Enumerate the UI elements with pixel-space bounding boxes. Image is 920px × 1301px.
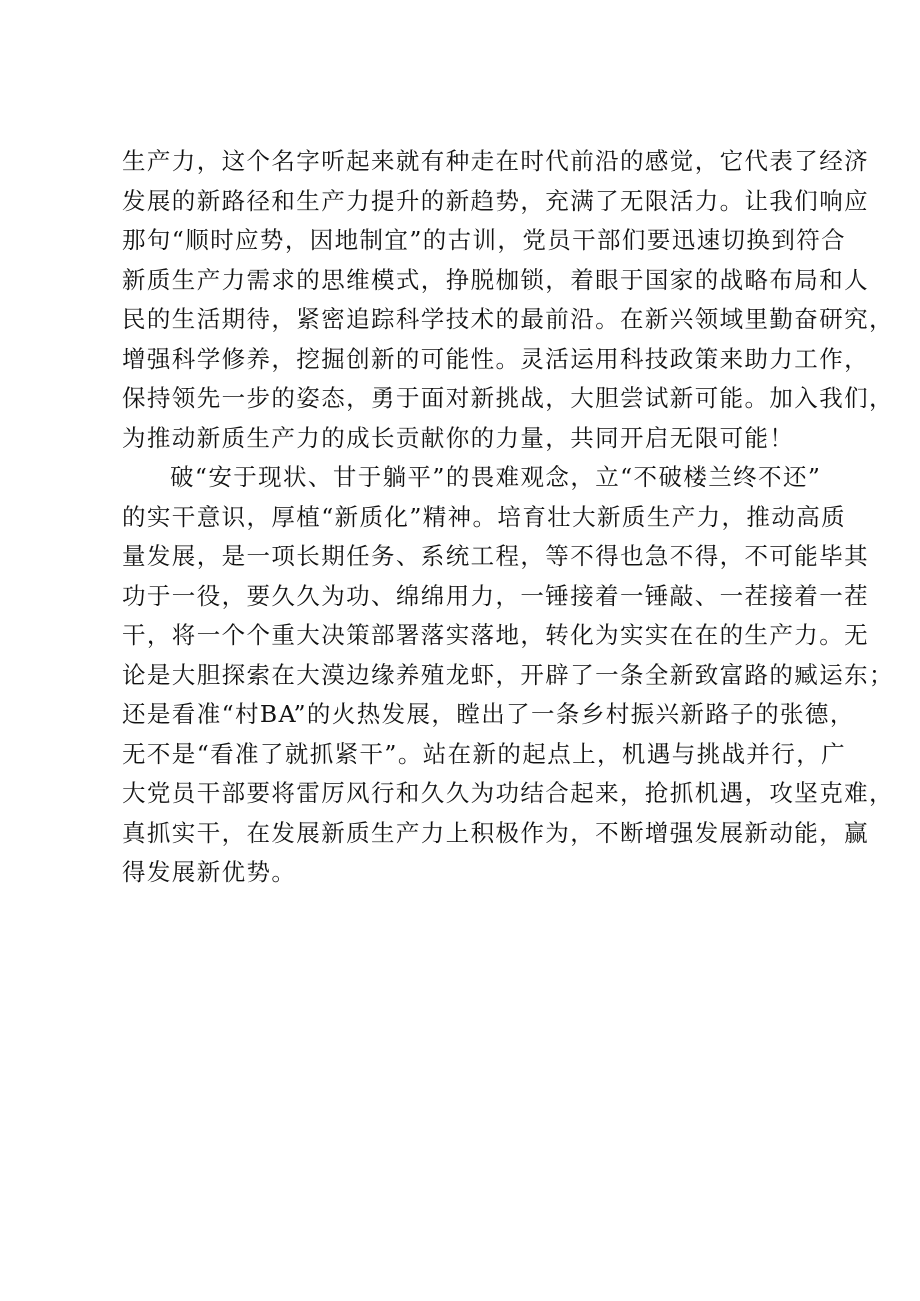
- document-body: [122, 142, 894, 893]
- paragraph-line: 无不是“看准了就抓紧干”。站在新的起点上，机遇与挑战并行，广: [122, 739, 847, 768]
- paragraph-line: 发展的新路径和生产力提升的新趋势，充满了无限活力。让我们响应: [122, 186, 869, 215]
- paragraph-line: 量发展，是一项长期任务、系统工程，等不得也急不得，不可能毕其: [122, 542, 869, 570]
- paragraph-line: 得发展新优势。: [122, 858, 297, 886]
- paragraph-line: 论是大胆探索在大漠边缘养殖龙虾，开辟了一条全新致富路的臧运东；: [122, 660, 894, 689]
- paragraph-line: 还是看准“村BA”的火热发展，瞠出了一条乡村振兴新路子的张德，: [122, 700, 855, 728]
- paragraph-2: [122, 458, 894, 893]
- paragraph-line: 真抓实干，在发展新质生产力上积极作为，不断增强发展新动能，赢: [122, 818, 869, 847]
- paragraph-line: 干，将一个个重大决策部署落实落地，转化为实实在在的生产力。无: [122, 621, 869, 649]
- paragraph-line: 民的生活期待，紧密追踪科学技术的最前沿。在新兴领域里勤奋研究，: [122, 305, 894, 333]
- paragraph-1: [122, 142, 894, 458]
- paragraph-line: 增强科学修养，挖掘创新的可能性。灵活运用科技政策来助力工作，: [122, 344, 869, 373]
- paragraph-line: 那句“顺时应势，因地制宜”的古训，党员干部们要迅速切换到符合: [122, 226, 847, 254]
- paragraph-line: 生产力，这个名字听起来就有种走在时代前沿的感觉，它代表了经济: [122, 147, 869, 175]
- paragraph-line: 为推动新质生产力的成长贡献你的力量，共同开启无限可能！: [122, 423, 795, 452]
- paragraph-line: 的实干意识，厚植“新质化”精神。培育壮大新质生产力，推动高质: [122, 502, 847, 531]
- paragraph-line: 大党员干部要将雷厉风行和久久为功结合起来，抢抓机遇，攻坚克难，: [122, 779, 894, 807]
- paragraph-line: 保持领先一步的姿态，勇于面对新挑战，大胆尝试新可能。加入我们，: [122, 384, 894, 412]
- paragraph-line: 新质生产力需求的思维模式，挣脱枷锁，着眼于国家的战略布局和人: [122, 265, 869, 294]
- paragraph-line: 破“安于现状、甘于躺平”的畏难观念，立“不破楼兰终不还”: [170, 463, 822, 491]
- paragraph-line: 功于一役，要久久为功、绵绵用力，一锤接着一锤敲、一茬接着一茬: [122, 581, 869, 610]
